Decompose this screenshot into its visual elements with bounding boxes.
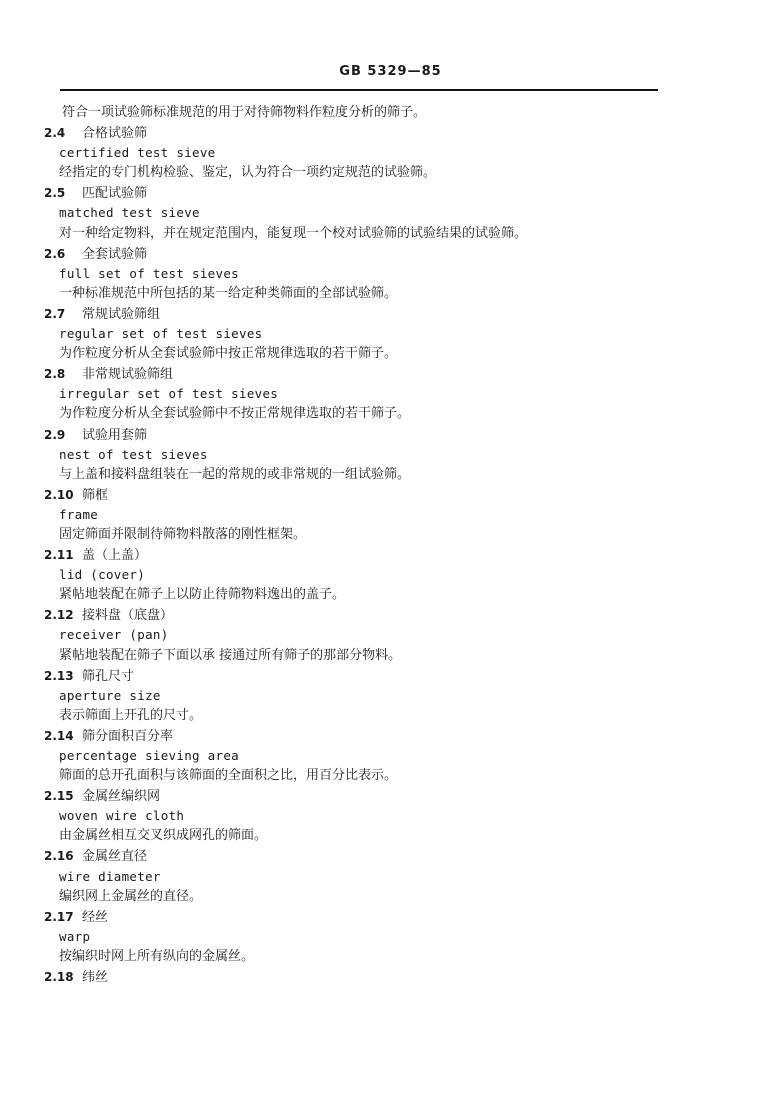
term-2-12 [44, 605, 684, 665]
term-chinese: 经丝 [82, 909, 109, 925]
term-number: 2.15 [44, 789, 74, 804]
term-definition: 为作粒度分析从全套试验筛中按正常规律选取的若干筛子。 [59, 346, 398, 362]
term-chinese: 合格试验筛 [82, 126, 148, 142]
term-english: warp [59, 928, 91, 944]
term-chinese: 盖（上盖） [82, 548, 148, 564]
term-2-9 [44, 425, 684, 485]
term-definition: 筛面的总开孔面积与该筛面的全面积之比，用百分比表示。 [59, 768, 398, 784]
term-2-18 [44, 967, 684, 987]
term-number: 2.16 [44, 849, 74, 864]
term-definition: 紧帖地装配在筛子下面以承 接通过所有筛子的那部分物料。 [59, 647, 402, 663]
term-2-16 [44, 846, 684, 906]
term-number: 2.11 [44, 548, 74, 563]
term-heading [44, 425, 684, 445]
term-english: woven wire cloth [59, 808, 185, 824]
term-heading [44, 666, 684, 686]
term-chinese: 非常规试验筛组 [82, 367, 174, 383]
term-chinese: 匹配试验筛 [82, 186, 148, 202]
term-heading [44, 545, 684, 565]
term-definition: 固定筛面并限制待筛物料散落的刚性框架。 [59, 526, 307, 542]
term-heading [44, 786, 684, 806]
term-number: 2.18 [44, 970, 74, 985]
term-chinese: 纬丝 [82, 970, 109, 986]
term-2-14 [44, 726, 684, 786]
term-2-13 [44, 666, 684, 726]
header-rule [60, 89, 658, 91]
term-heading [44, 304, 684, 324]
term-heading [44, 605, 684, 625]
term-english: receiver (pan) [59, 627, 169, 643]
term-chinese: 常规试验筛组 [82, 306, 161, 322]
term-number: 2.13 [44, 668, 74, 683]
term-definition: 编织网上金属丝的直径。 [59, 888, 203, 904]
term-heading [44, 183, 684, 203]
term-number: 2.5 [44, 186, 66, 201]
terms-body [44, 103, 684, 987]
term-heading [44, 846, 684, 866]
term-heading [44, 726, 684, 746]
term-2-17 [44, 907, 684, 967]
term-chinese: 筛框 [82, 487, 109, 503]
term-number: 2.14 [44, 728, 74, 743]
term-heading [44, 907, 684, 927]
term-english: percentage sieving area [59, 748, 239, 763]
standard-code: GB 5329—85 [339, 64, 442, 79]
term-english: aperture size [59, 687, 161, 703]
term-number: 2.12 [44, 608, 74, 623]
term-definition: 按编织时网上所有纵向的金属丝。 [59, 948, 255, 964]
term-heading [44, 123, 684, 143]
term-definition: 由金属丝相互交叉织成网孔的筛面。 [59, 828, 268, 844]
term-definition: 与上盖和接料盘组装在一起的常规的或非常规的一组试验筛。 [59, 466, 411, 482]
term-2-4 [44, 123, 684, 183]
term-english: certified test sieve [59, 145, 216, 161]
term-2-15 [44, 786, 684, 846]
term-english: lid (cover) [59, 567, 146, 583]
term-heading [44, 967, 684, 987]
term-chinese: 试验用套筛 [82, 427, 148, 443]
term-number: 2.10 [44, 487, 74, 502]
term-chinese: 金属丝直径 [82, 849, 148, 865]
term-chinese: 接料盘（底盘） [82, 608, 174, 624]
term-2-7 [44, 304, 684, 364]
term-number: 2.7 [44, 306, 66, 321]
term-chinese: 筛分面积百分率 [82, 728, 174, 744]
term-2-5 [44, 183, 684, 243]
term-chinese: 筛孔尺寸 [82, 668, 135, 684]
term-number: 2.6 [44, 246, 66, 261]
term-english: frame [59, 506, 99, 522]
term-2-11 [44, 545, 684, 605]
term-heading [44, 244, 684, 264]
term-2-10 [44, 485, 684, 545]
term-number: 2.8 [44, 367, 66, 382]
term-english: regular set of test sieves [59, 326, 263, 342]
term-number: 2.17 [44, 909, 74, 924]
term-chinese: 金属丝编织网 [82, 789, 161, 805]
term-english: matched test sieve [59, 205, 200, 221]
term-english: full set of test sieves [59, 265, 239, 281]
term-number: 2.9 [44, 427, 66, 442]
term-definition: 对一种给定物料，并在规定范围内，能复现一个校对试验筛的试验结果的试验筛。 [59, 225, 528, 241]
term-definition: 为作粒度分析从全套试验筛中不按正常规律选取的若干筛子。 [59, 406, 411, 422]
term-heading [44, 485, 684, 505]
term-heading [44, 364, 684, 384]
term-2-8 [44, 364, 684, 424]
term-definition: 一种标准规范中所包括的某一给定种类筛面的全部试验筛。 [59, 285, 398, 301]
term-english: nest of test sieves [59, 446, 208, 462]
term-definition: 紧帖地装配在筛子上以防止待筛物料逸出的盖子。 [59, 587, 346, 603]
term-definition: 表示筛面上开孔的尺寸。 [59, 707, 203, 723]
term-english: irregular set of test sieves [59, 386, 279, 402]
term-definition: 经指定的专门机构检验、鉴定，认为符合一项约定规范的试验筛。 [59, 165, 437, 181]
term-number: 2.4 [44, 126, 66, 141]
term-chinese: 全套试验筛 [82, 246, 148, 262]
term-2-6 [44, 244, 684, 304]
term-english: wire diameter [59, 868, 161, 884]
continued-definition: 符合一项试验筛标准规范的用于对待筛物料作粒度分析的筛子。 [62, 105, 427, 120]
